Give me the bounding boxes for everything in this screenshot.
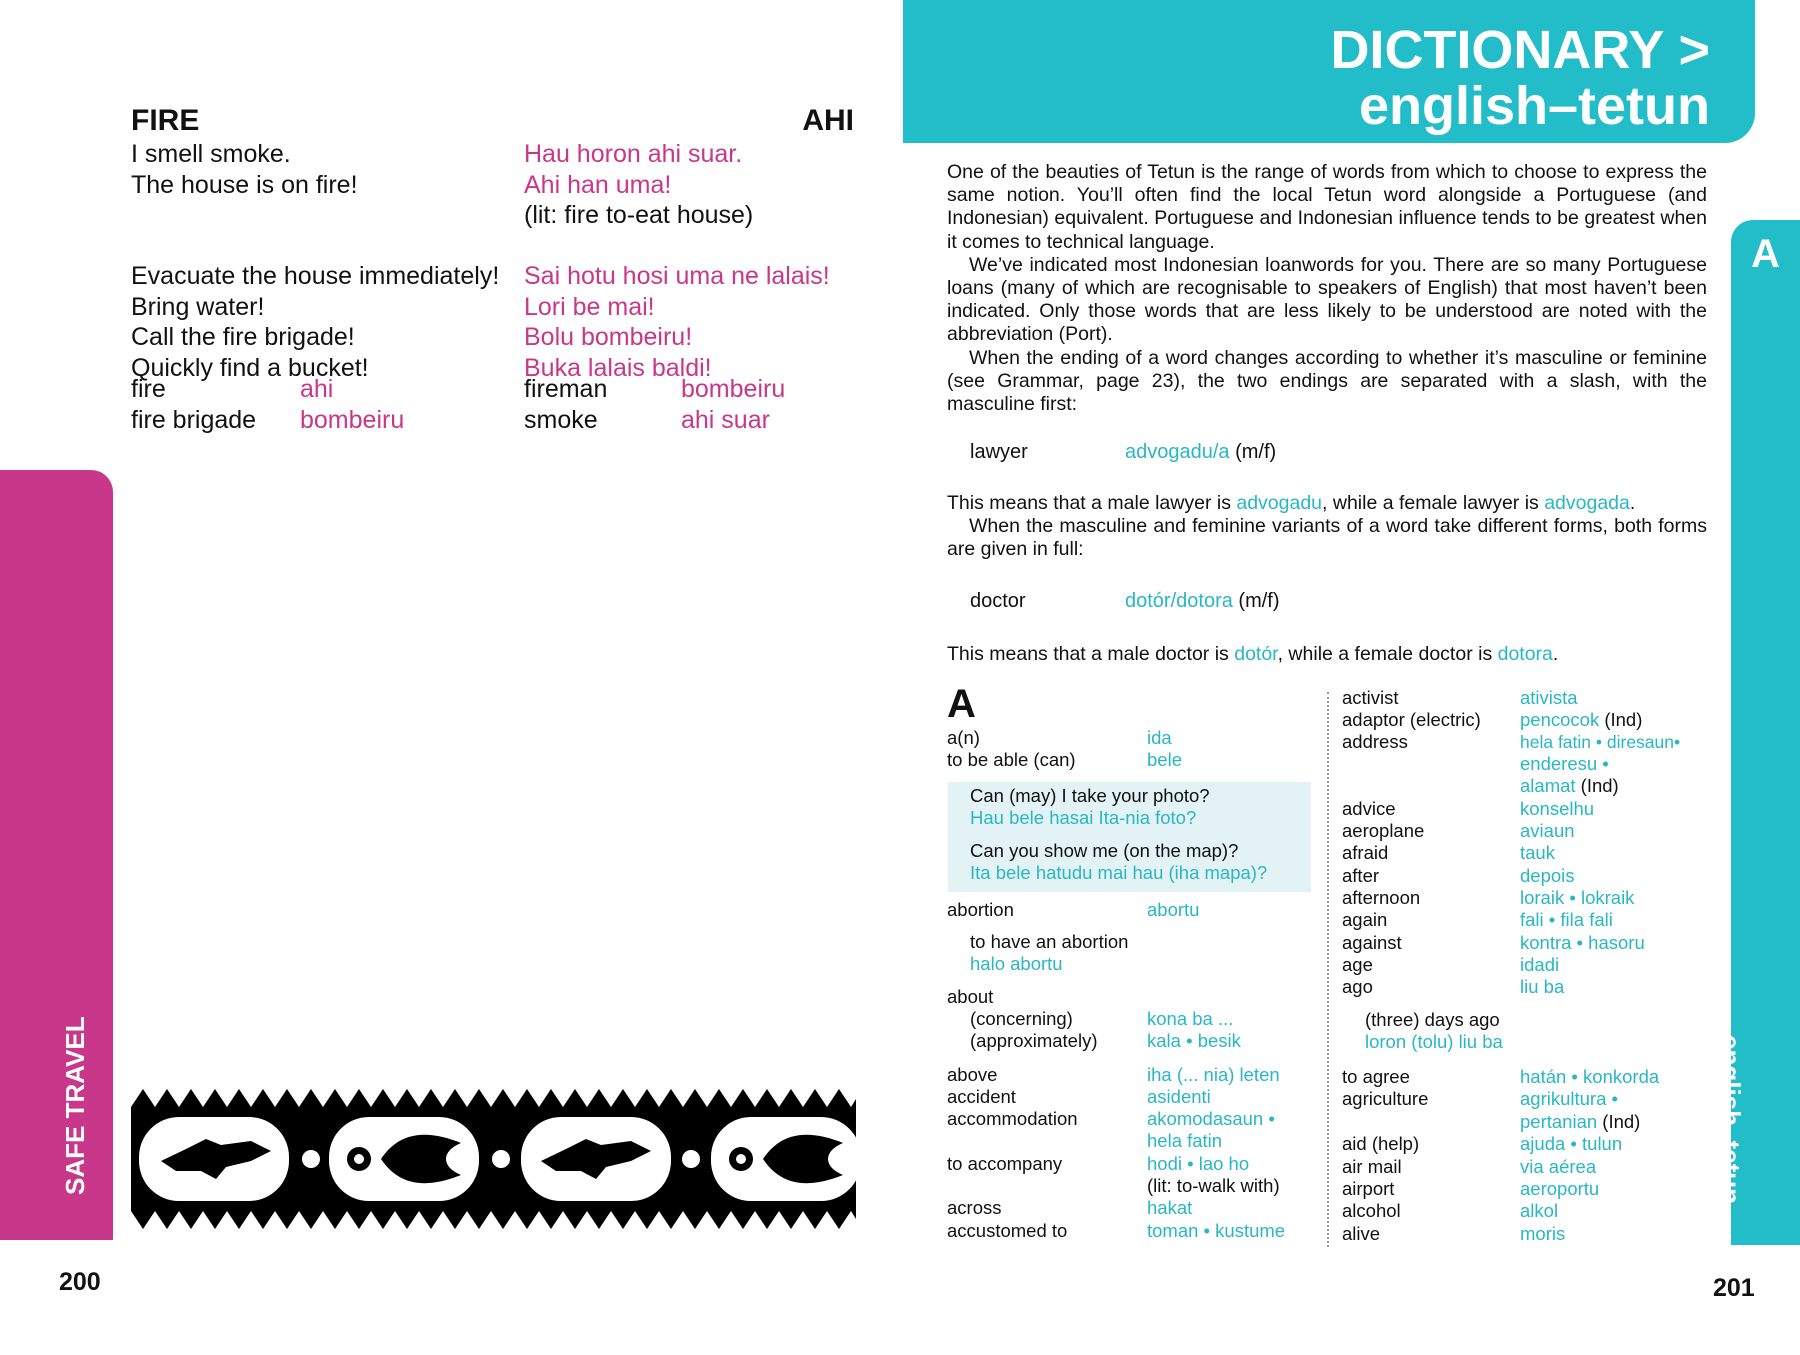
entry-tt: fali • fila fali — [1520, 909, 1613, 930]
entry-tt: hela fatin • diresaun• — [1520, 732, 1681, 752]
entry-en: afraid — [1342, 842, 1389, 863]
entry-tt: kala • besik — [1147, 1030, 1241, 1051]
word-en: fire brigade — [131, 406, 257, 434]
phrase-literal: (lit: fire to-eat house) — [524, 201, 754, 229]
explanation-line: When the masculine and feminine variants of a word take different forms, both forms are given in full: — [947, 515, 1707, 561]
entry-tt: tauk — [1520, 842, 1555, 863]
entry-tt: alamat (Ind) — [1520, 775, 1619, 796]
entry-tt: alkol — [1520, 1200, 1559, 1221]
intro-paragraph: When the ending of a word changes according to whether it’s masculine or feminine (see Grammar, page 23), the two endings are separated with a slash, with the masculine first: — [947, 346, 1707, 416]
entry-tt: via aérea — [1520, 1156, 1597, 1177]
entry-en: after — [1342, 865, 1380, 886]
entry-en: accommodation — [947, 1108, 1078, 1129]
example-tt: dotór/dotora (m/f) — [1125, 590, 1280, 612]
entry-en: to be able (can) — [947, 749, 1076, 770]
side-tab-label: SAFE TRAVEL — [60, 1016, 90, 1195]
sub-entry-en: to have an abortion — [970, 931, 1129, 952]
entry-tt: kontra • hasoru — [1520, 932, 1645, 953]
phrase-tt: Buka lalais baldi! — [524, 353, 712, 382]
entry-tt: aviaun — [1520, 820, 1575, 841]
phrase-en: Bring water! — [131, 292, 265, 321]
phrase-en: Call the fire brigade! — [131, 323, 355, 351]
entry-tt: aeroportu — [1520, 1178, 1600, 1199]
column-divider — [1327, 692, 1329, 1247]
word-en: fire — [131, 375, 166, 403]
decorative-border-art — [131, 1079, 856, 1239]
phrase-tt: Sai hotu hosi uma ne lalais! — [524, 262, 830, 290]
phrase-en: The house is on fire! — [131, 170, 358, 199]
box-question: Can (may) I take your photo? — [970, 785, 1210, 806]
word-en: fireman — [524, 375, 608, 403]
entry-en: a(n) — [947, 727, 980, 748]
entry-en: against — [1342, 932, 1402, 953]
sub-entry-en: (three) days ago — [1365, 1009, 1500, 1030]
box-answer: Hau bele hasai Ita-nia foto? — [970, 807, 1197, 828]
entry-tt: asidenti — [1147, 1086, 1211, 1107]
phrase-tt: Bolu bombeiru! — [524, 323, 693, 351]
side-tab-left — [0, 470, 113, 1240]
entry-tt: hodi • lao ho — [1147, 1153, 1250, 1174]
phrase-tt: Ahi han uma! — [524, 170, 672, 199]
phrase-tt: Hau horon ahi suar. — [524, 140, 743, 168]
entry-en: accustomed to — [947, 1220, 1068, 1241]
entry-tt: iha (... nia) leten — [1147, 1064, 1280, 1085]
entry-tt: pertanian (Ind) — [1520, 1111, 1641, 1132]
entry-en: adaptor (electric) — [1342, 709, 1481, 730]
entry-tt: ativista — [1520, 687, 1578, 708]
box-answer: Ita bele hatudu mai hau (iha mapa)? — [970, 862, 1268, 883]
entry-en: air mail — [1342, 1156, 1402, 1177]
phrases-en — [131, 139, 521, 383]
entry-tt: hakat — [1147, 1197, 1193, 1218]
example-tt: advogadu/a (m/f) — [1125, 441, 1277, 463]
entry-tt: agrikultura • — [1520, 1088, 1618, 1109]
entry-en: alive — [1342, 1223, 1381, 1244]
entry-en: afternoon — [1342, 887, 1421, 908]
entry-en: abortion — [947, 899, 1014, 920]
entry-en: aid (help) — [1342, 1133, 1420, 1154]
word-tt: bombeiru — [300, 406, 405, 434]
heading-en: FIRE — [131, 104, 200, 137]
word-tt: ahi suar — [681, 406, 770, 434]
entry-tt: abortu — [1147, 899, 1200, 920]
entry-tt: toman • kustume — [1147, 1220, 1286, 1241]
entry-en: address — [1342, 731, 1408, 752]
entry-tt: hatán • konkorda — [1520, 1066, 1660, 1087]
entry-en: accident — [947, 1086, 1016, 1107]
entry-en: (approximately) — [970, 1030, 1098, 1051]
sub-entry-tt: halo abortu — [970, 953, 1063, 974]
entry-en: to accompany — [947, 1153, 1063, 1174]
explanation-text — [947, 492, 1707, 562]
phrase-tt: Lori be mai! — [524, 292, 655, 321]
entry-en: age — [1342, 954, 1373, 975]
box-question: Can you show me (on the map)? — [970, 840, 1239, 861]
entry-tt: enderesu • — [1520, 753, 1609, 774]
entry-en: advice — [1342, 798, 1396, 819]
side-tab-letter: A — [1751, 232, 1780, 276]
word-tt: ahi — [300, 375, 334, 403]
entry-tt: kona ba ... — [1147, 1008, 1234, 1029]
entry-tt: bele — [1147, 749, 1182, 770]
intro-paragraph: One of the beauties of Tetun is the range of words from which to choose to express the same notion. You’ll often find the local Tetun word alongside a Portuguese (and Indonesian) equivalent. Portuguese and Indonesian influence tends to be greatest when it comes to technical language. — [947, 161, 1707, 253]
entry-tt: hela fatin — [1147, 1130, 1223, 1151]
entry-en: agriculture — [1342, 1088, 1429, 1109]
page-number-left: 200 — [59, 1268, 101, 1296]
entry-tt: depois — [1520, 865, 1575, 886]
phrase-en: Quickly find a bucket! — [131, 353, 369, 382]
banner-title: DICTIONARY > — [1330, 20, 1710, 80]
entry-tt: ida — [1147, 727, 1172, 748]
example-en: doctor — [970, 590, 1026, 612]
banner-subtitle: english–tetun — [1358, 76, 1710, 136]
side-tab-label: english–tetun — [1716, 1035, 1746, 1205]
entry-tt: loraik • lokraik — [1520, 887, 1635, 908]
entry-tt: konselhu — [1520, 798, 1595, 819]
entry-en: again — [1342, 909, 1388, 930]
entry-en: ago — [1342, 976, 1373, 997]
entry-en: across — [947, 1197, 1002, 1218]
page-number-right: 201 — [1713, 1274, 1755, 1302]
entry-tt: moris — [1520, 1223, 1566, 1244]
letter-heading: A — [947, 682, 976, 726]
entry-tt: liu ba — [1520, 976, 1565, 997]
explanation-line: This means that a male doctor is dotór, while a female doctor is dotora. — [947, 643, 1559, 665]
sub-entry-tt: loron (tolu) liu ba — [1365, 1031, 1503, 1052]
word-tt: bombeiru — [681, 375, 786, 403]
phrases-tt — [524, 139, 864, 383]
intro-paragraph: We’ve indicated most Indonesian loanwords for you. There are so many Portuguese loans (many of which are recognisable to speakers of English) that most haven’t been indicated. Only those words that are less likely to be understood are noted with the abbreviation (Port). — [947, 253, 1707, 346]
explanation-line: This means that a male lawyer is advogadu, while a female lawyer is advogada. — [947, 492, 1636, 514]
entry-tt: pencocok (Ind) — [1520, 709, 1643, 730]
entry-en: airport — [1342, 1178, 1395, 1199]
entry-en: to agree — [1342, 1066, 1410, 1087]
heading-tt: AHI — [802, 104, 854, 137]
section-heading — [131, 104, 854, 138]
example-en: lawyer — [970, 441, 1028, 463]
entry-tt: akomodasaun • — [1147, 1108, 1275, 1129]
entry-tt: idadi — [1520, 954, 1560, 975]
entry-en: alcohol — [1342, 1200, 1401, 1221]
entry-en: activist — [1342, 687, 1399, 708]
entry-tt: ajuda • tulun — [1520, 1133, 1623, 1154]
entry-literal: (lit: to-walk with) — [1147, 1175, 1280, 1196]
phrase-en: Evacuate the house immediately! — [131, 262, 500, 290]
entry-en: above — [947, 1064, 998, 1085]
phrase-en: I smell smoke. — [131, 140, 291, 168]
entry-en: (concerning) — [970, 1008, 1073, 1029]
word-en: smoke — [524, 406, 598, 434]
entry-en: about — [947, 986, 994, 1007]
intro-text — [947, 161, 1707, 416]
entry-en: aeroplane — [1342, 820, 1425, 841]
